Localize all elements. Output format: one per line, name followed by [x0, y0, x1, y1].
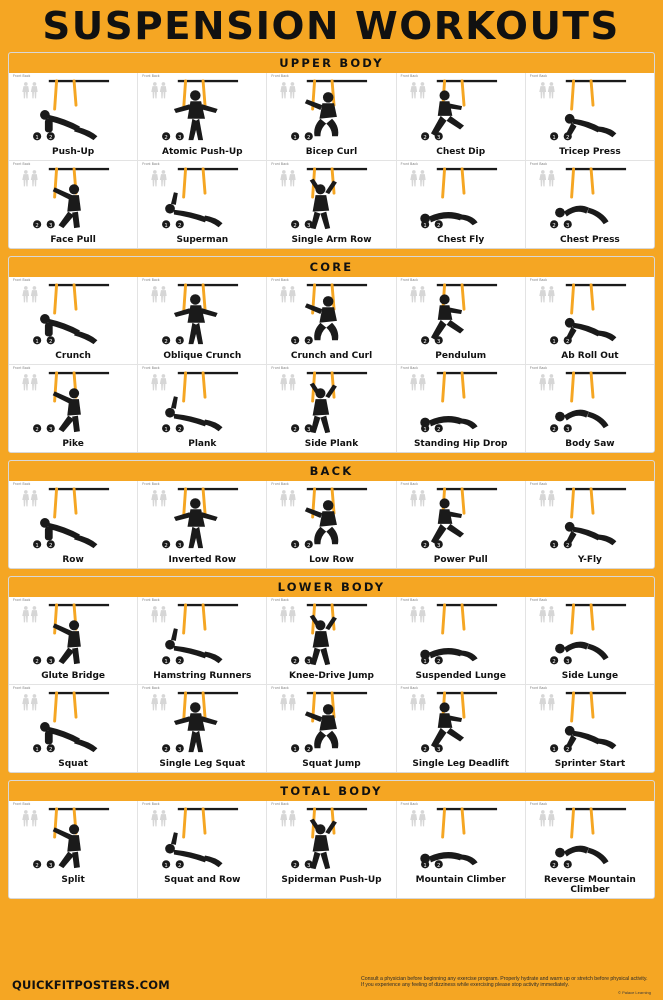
exercise-name: Low Row	[309, 555, 354, 565]
svg-text:2: 2	[307, 542, 311, 549]
svg-text:2: 2	[423, 746, 427, 753]
section-header: UPPER BODY	[9, 53, 654, 73]
front-back-label: Front Back	[271, 366, 289, 370]
exercise-illustration	[527, 280, 653, 350]
exercise-name: Chest Press	[560, 235, 620, 245]
exercise-illustration	[10, 76, 136, 146]
exercise-name: Crunch	[55, 351, 91, 361]
exercise-row	[9, 597, 654, 685]
front-back-label: Front Back	[400, 686, 419, 690]
svg-text:1: 1	[35, 542, 39, 549]
svg-text:2: 2	[293, 862, 298, 869]
exercise-card	[9, 685, 138, 772]
svg-text:3: 3	[49, 426, 53, 433]
exercise-illustration	[139, 368, 265, 438]
exercise-illustration	[10, 688, 136, 758]
exercise-card	[267, 277, 396, 365]
front-back-label: Front Back	[271, 598, 289, 602]
svg-text:3: 3	[49, 862, 53, 869]
section-core	[8, 256, 655, 453]
svg-text:2: 2	[307, 338, 311, 345]
exercise-card	[138, 597, 267, 685]
front-back-label: Front Back	[529, 74, 548, 78]
svg-text:1: 1	[552, 542, 556, 549]
svg-text:3: 3	[436, 338, 441, 345]
svg-text:1: 1	[423, 222, 427, 229]
copyright-text: © Palace Learning	[618, 989, 651, 995]
exercise-card	[267, 685, 396, 772]
svg-text:2: 2	[423, 338, 427, 345]
svg-text:1: 1	[164, 222, 169, 229]
exercise-card	[138, 801, 267, 898]
exercise-name: Knee-Drive Jump	[289, 671, 374, 681]
exercise-name: Crunch and Curl	[290, 351, 373, 361]
exercise-illustration	[10, 368, 136, 438]
exercise-card	[9, 481, 138, 568]
svg-text:2: 2	[49, 338, 53, 345]
svg-text:3: 3	[565, 426, 570, 433]
exercise-name: Tricep Press	[559, 147, 621, 157]
svg-text:2: 2	[293, 658, 298, 665]
svg-text:3: 3	[565, 658, 570, 665]
exercise-name: Superman	[176, 235, 229, 245]
exercise-card	[397, 73, 526, 161]
front-back-label: Front Back	[271, 278, 289, 282]
exercise-illustration	[398, 600, 524, 670]
exercise-name: Row	[62, 555, 84, 565]
front-back-label: Front Back	[13, 74, 31, 78]
exercise-name: Body Saw	[565, 439, 615, 449]
exercise-illustration	[398, 164, 524, 234]
exercise-name: Suspended Lunge	[415, 671, 506, 681]
svg-text:2: 2	[164, 134, 169, 141]
front-back-label: Front Back	[400, 598, 419, 602]
exercise-illustration	[10, 600, 136, 670]
exercise-name: Mountain Climber	[415, 875, 506, 885]
svg-text:1: 1	[293, 746, 298, 753]
exercise-name: Reverse Mountain Climber	[543, 875, 636, 895]
exercise-illustration	[398, 280, 524, 350]
svg-text:2: 2	[307, 134, 311, 141]
front-back-label: Front Back	[142, 802, 160, 806]
svg-text:2: 2	[35, 222, 39, 229]
exercise-row	[9, 685, 654, 772]
exercise-illustration	[10, 280, 136, 350]
exercise-name: Single Arm Row	[291, 235, 372, 245]
svg-text:3: 3	[307, 426, 311, 433]
svg-text:2: 2	[423, 542, 427, 549]
svg-text:2: 2	[565, 338, 570, 345]
svg-text:2: 2	[565, 746, 570, 753]
page-title: SUSPENSION WORKOUTS	[42, 4, 621, 48]
exercise-row	[9, 73, 654, 161]
exercise-name: Y-Fly	[577, 555, 602, 565]
exercise-card	[397, 481, 526, 568]
front-back-label: Front Back	[400, 278, 419, 282]
exercise-illustration	[10, 804, 136, 874]
exercise-illustration	[527, 76, 653, 146]
exercise-card	[397, 801, 526, 898]
exercise-name: Split	[61, 875, 85, 885]
svg-text:2: 2	[293, 222, 298, 229]
exercise-card	[9, 277, 138, 365]
front-back-label: Front Back	[142, 162, 160, 166]
exercise-illustration	[398, 688, 524, 758]
exercise-illustration	[527, 368, 653, 438]
exercise-card	[138, 73, 267, 161]
exercise-card	[397, 161, 526, 248]
exercise-card	[397, 365, 526, 452]
front-back-label: Front Back	[400, 482, 419, 486]
svg-text:3: 3	[436, 134, 441, 141]
exercise-name: Squat and Row	[164, 875, 241, 885]
svg-text:1: 1	[293, 542, 298, 549]
front-back-label: Front Back	[271, 482, 289, 486]
front-back-label: Front Back	[142, 366, 160, 370]
front-back-label: Front Back	[529, 686, 548, 690]
exercise-name: Power Pull	[433, 555, 488, 565]
front-back-label: Front Back	[400, 162, 419, 166]
svg-text:2: 2	[552, 222, 556, 229]
svg-text:3: 3	[565, 222, 570, 229]
exercise-card	[9, 597, 138, 685]
front-back-label: Front Back	[271, 802, 289, 806]
svg-text:2: 2	[436, 862, 441, 869]
disclaimer-text: Consult a physician before beginning any exercise program. Properly hydrate and warm up or stretch before physical activity. If you experience any feeling of dizziness while exercising please stop activity immediately.	[361, 975, 648, 988]
exercise-illustration	[527, 804, 653, 874]
front-back-label: Front Back	[142, 278, 160, 282]
front-back-label: Front Back	[13, 482, 31, 486]
exercise-illustration	[268, 76, 394, 146]
svg-text:2: 2	[178, 222, 182, 229]
svg-text:1: 1	[35, 746, 39, 753]
front-back-label: Front Back	[142, 686, 160, 690]
svg-text:1: 1	[164, 426, 169, 433]
exercise-illustration	[139, 688, 265, 758]
section-header: BACK	[9, 461, 654, 481]
exercise-row	[9, 481, 654, 568]
svg-text:3: 3	[565, 862, 570, 869]
svg-text:3: 3	[307, 658, 311, 665]
svg-text:3: 3	[307, 222, 311, 229]
section-upper-body	[8, 52, 655, 249]
exercise-name: Side Plank	[304, 439, 359, 449]
exercise-name: Push-Up	[51, 147, 95, 157]
exercise-illustration	[268, 484, 394, 554]
exercise-name: Pike	[62, 439, 84, 449]
exercise-row	[9, 801, 654, 898]
exercise-name: Inverted Row	[168, 555, 237, 565]
exercise-card	[138, 685, 267, 772]
brand-label[interactable]: QUICKFITPOSTERS.COM	[12, 978, 170, 992]
exercise-illustration	[398, 76, 524, 146]
exercise-name: Bicep Curl	[305, 147, 358, 157]
exercise-illustration	[139, 600, 265, 670]
exercise-name: Ab Roll Out	[561, 351, 619, 361]
exercise-card	[9, 801, 138, 898]
svg-text:3: 3	[178, 542, 182, 549]
front-back-label: Front Back	[13, 598, 31, 602]
exercise-card	[397, 685, 526, 772]
svg-text:1: 1	[423, 862, 427, 869]
front-back-label: Front Back	[142, 598, 160, 602]
sections-container	[0, 52, 663, 899]
svg-text:2: 2	[423, 134, 427, 141]
svg-text:3: 3	[307, 862, 311, 869]
exercise-illustration	[139, 280, 265, 350]
exercise-illustration	[139, 164, 265, 234]
svg-text:2: 2	[49, 746, 53, 753]
exercise-illustration	[139, 76, 265, 146]
exercise-card	[397, 597, 526, 685]
svg-text:2: 2	[164, 542, 169, 549]
exercise-card	[267, 365, 396, 452]
svg-text:2: 2	[35, 658, 39, 665]
svg-text:2: 2	[49, 542, 53, 549]
exercise-card	[138, 365, 267, 452]
exercise-name: Spiderman Push-Up	[281, 875, 382, 885]
exercise-card	[526, 685, 654, 772]
front-back-label: Front Back	[142, 74, 160, 78]
exercise-card	[267, 801, 396, 898]
svg-text:1: 1	[552, 134, 556, 141]
exercise-card	[526, 73, 654, 161]
exercise-card	[267, 73, 396, 161]
front-back-label: Front Back	[13, 278, 31, 282]
svg-text:2: 2	[565, 134, 570, 141]
svg-text:3: 3	[49, 658, 53, 665]
front-back-label: Front Back	[271, 74, 289, 78]
svg-text:1: 1	[293, 134, 298, 141]
front-back-label: Front Back	[13, 802, 31, 806]
exercise-card	[526, 365, 654, 452]
svg-text:2: 2	[178, 862, 182, 869]
exercise-card	[9, 161, 138, 248]
exercise-illustration	[268, 688, 394, 758]
exercise-card	[526, 277, 654, 365]
exercise-card	[397, 277, 526, 365]
svg-text:3: 3	[49, 222, 53, 229]
exercise-illustration	[139, 484, 265, 554]
svg-text:2: 2	[436, 658, 441, 665]
svg-text:3: 3	[436, 746, 441, 753]
exercise-illustration	[268, 368, 394, 438]
exercise-row	[9, 277, 654, 365]
exercise-name: Sprinter Start	[554, 759, 626, 769]
front-back-label: Front Back	[13, 366, 31, 370]
front-back-label: Front Back	[529, 278, 548, 282]
front-back-label: Front Back	[271, 162, 289, 166]
svg-text:2: 2	[307, 746, 311, 753]
svg-text:1: 1	[35, 134, 39, 141]
exercise-name: Atomic Push-Up	[161, 147, 243, 157]
svg-text:2: 2	[552, 426, 556, 433]
svg-text:2: 2	[293, 426, 298, 433]
svg-text:2: 2	[164, 746, 169, 753]
exercise-card	[526, 161, 654, 248]
front-back-label: Front Back	[13, 686, 31, 690]
exercise-row	[9, 161, 654, 248]
exercise-illustration	[10, 484, 136, 554]
exercise-card	[138, 161, 267, 248]
exercise-illustration	[268, 280, 394, 350]
exercise-illustration	[398, 368, 524, 438]
exercise-name: Face Pull	[50, 235, 96, 245]
svg-text:3: 3	[178, 746, 182, 753]
exercise-name: Chest Dip	[436, 147, 486, 157]
svg-text:2: 2	[49, 134, 53, 141]
exercise-illustration	[527, 688, 653, 758]
exercise-illustration	[268, 804, 394, 874]
exercise-name: Side Lunge	[561, 671, 619, 681]
svg-text:1: 1	[164, 658, 169, 665]
svg-text:2: 2	[164, 338, 169, 345]
exercise-illustration	[527, 600, 653, 670]
front-back-label: Front Back	[400, 74, 419, 78]
exercise-card	[267, 481, 396, 568]
exercise-name: Chest Fly	[437, 235, 485, 245]
svg-text:1: 1	[293, 338, 298, 345]
exercise-card	[138, 277, 267, 365]
exercise-illustration	[398, 804, 524, 874]
svg-text:3: 3	[436, 542, 441, 549]
poster-footer	[0, 970, 663, 1000]
exercise-illustration	[10, 164, 136, 234]
exercise-name: Standing Hip Drop	[413, 439, 508, 449]
svg-text:3: 3	[178, 134, 182, 141]
exercise-name: Hamstring Runners	[153, 671, 252, 681]
exercise-illustration	[398, 484, 524, 554]
svg-text:2: 2	[552, 862, 556, 869]
front-back-label: Front Back	[142, 482, 160, 486]
exercise-illustration	[527, 164, 653, 234]
exercise-name: Pendulum	[435, 351, 487, 361]
front-back-label: Front Back	[13, 162, 31, 166]
exercise-illustration	[268, 600, 394, 670]
poster-title-bar	[0, 0, 663, 52]
exercise-name: Single Leg Squat	[159, 759, 246, 769]
front-back-label: Front Back	[400, 366, 419, 370]
exercise-name: Single Leg Deadlift	[412, 759, 510, 769]
exercise-illustration	[527, 484, 653, 554]
exercise-card	[526, 597, 654, 685]
exercise-illustration	[268, 164, 394, 234]
svg-text:2: 2	[565, 542, 570, 549]
front-back-label: Front Back	[529, 162, 548, 166]
section-lower-body	[8, 576, 655, 773]
exercise-card	[267, 161, 396, 248]
exercise-card	[138, 481, 267, 568]
svg-text:1: 1	[552, 338, 556, 345]
svg-text:2: 2	[178, 658, 182, 665]
svg-text:2: 2	[552, 658, 556, 665]
front-back-label: Front Back	[529, 598, 548, 602]
svg-text:1: 1	[423, 658, 427, 665]
svg-text:2: 2	[35, 862, 39, 869]
front-back-label: Front Back	[529, 802, 548, 806]
exercise-name: Squat	[58, 759, 88, 769]
exercise-name: Oblique Crunch	[163, 351, 242, 361]
section-header: TOTAL BODY	[9, 781, 654, 801]
exercise-illustration	[139, 804, 265, 874]
front-back-label: Front Back	[271, 686, 289, 690]
exercise-card	[526, 481, 654, 568]
exercise-card	[9, 365, 138, 452]
section-back	[8, 460, 655, 569]
section-header: LOWER BODY	[9, 577, 654, 597]
exercise-row	[9, 365, 654, 452]
svg-text:2: 2	[35, 426, 39, 433]
svg-text:1: 1	[552, 746, 556, 753]
exercise-card	[9, 73, 138, 161]
front-back-label: Front Back	[400, 802, 419, 806]
svg-text:1: 1	[423, 426, 427, 433]
front-back-label: Front Back	[529, 482, 548, 486]
svg-text:1: 1	[35, 338, 39, 345]
front-back-label: Front Back	[529, 366, 548, 370]
svg-text:3: 3	[178, 338, 182, 345]
svg-text:1: 1	[164, 862, 169, 869]
section-total-body	[8, 780, 655, 899]
exercise-name: Squat Jump	[302, 759, 361, 769]
svg-text:2: 2	[436, 222, 441, 229]
section-header: CORE	[9, 257, 654, 277]
svg-text:2: 2	[436, 426, 441, 433]
svg-text:2: 2	[178, 426, 182, 433]
exercise-name: Plank	[188, 439, 217, 449]
exercise-card	[267, 597, 396, 685]
exercise-name: Glute Bridge	[41, 671, 105, 681]
exercise-card	[526, 801, 654, 898]
